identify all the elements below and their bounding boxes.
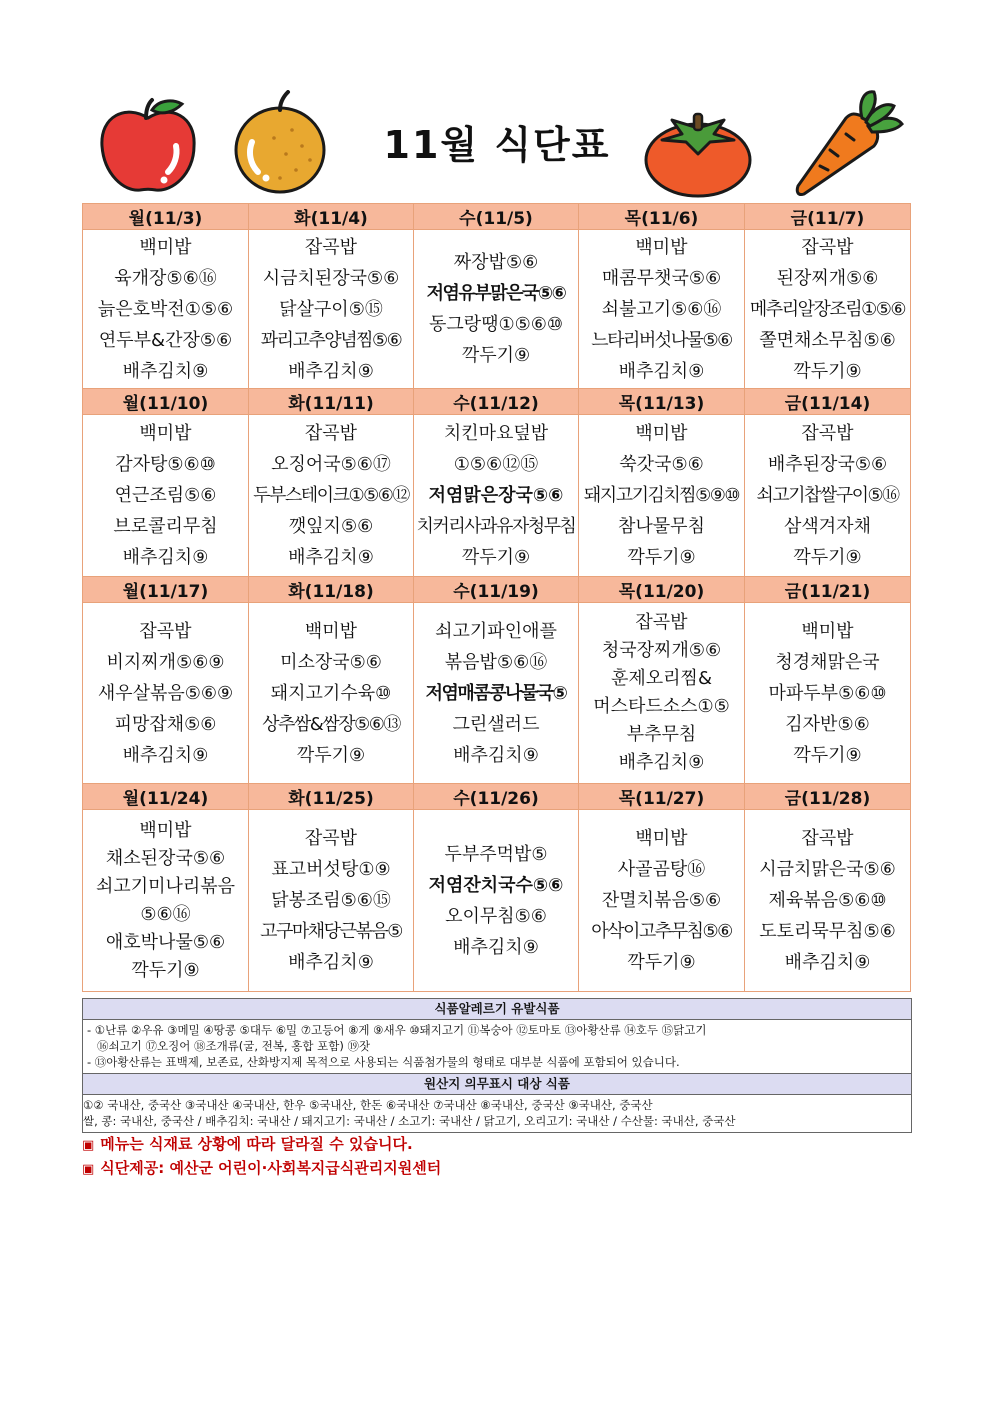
dish-item: 두부스테이크①⑤⑥⑫ xyxy=(253,485,409,506)
week-header-row xyxy=(83,577,911,603)
day-menu-cell xyxy=(83,415,249,577)
dish-item: 시금치맑은국⑤⑥ xyxy=(759,859,896,880)
day-menu-cell xyxy=(745,810,911,992)
day-menu-cell xyxy=(579,415,745,577)
dish-item: 육개장⑤⑥⑯ xyxy=(114,267,217,289)
week-menu-row xyxy=(83,415,911,577)
dish-item: 배추김치⑨ xyxy=(784,952,871,973)
allergy-title: 식품알레르기 유발식품 xyxy=(83,999,911,1020)
dish-item: 닭살구이⑤⑮ xyxy=(279,298,383,320)
dish-item: 메추리알장조림①⑤⑥ xyxy=(749,298,906,320)
dish-item: 돼지고기김치찜⑤⑨⑩ xyxy=(583,485,740,506)
dish-item: 시금치된장국⑤⑥ xyxy=(262,267,400,289)
allergy-origin-box xyxy=(82,998,912,1133)
dish-item: 백미밥 xyxy=(635,236,688,258)
week-header-row xyxy=(83,204,911,230)
dish-item: 깍두기⑨ xyxy=(461,345,531,366)
dish-item: 연두부&간장⑤⑥ xyxy=(98,329,233,351)
dish-item: 백미밥 xyxy=(635,828,688,849)
pear-icon xyxy=(230,90,330,196)
dish-item: 그린샐러드 xyxy=(452,713,540,735)
dish-item: 훈제오리찜& xyxy=(611,668,712,689)
dish-item: 잡곡밥 xyxy=(801,236,854,258)
apple-icon xyxy=(96,96,200,196)
dish-item: 백미밥 xyxy=(139,236,192,258)
dish-item: 애호박나물⑤⑥ xyxy=(105,931,226,953)
dish-item: 치커리사과유자청무침 xyxy=(416,516,576,537)
day-header: 목(11/13) xyxy=(579,389,745,415)
day-menu-cell xyxy=(579,603,745,784)
dish-item: 깍두기⑨ xyxy=(296,744,366,766)
day-menu-cell xyxy=(249,603,414,784)
dish-item: 깍두기⑨ xyxy=(461,547,531,568)
day-menu-cell xyxy=(745,415,911,577)
day-header: 금(11/28) xyxy=(745,784,911,810)
week-header-row xyxy=(83,784,911,810)
dish-item: 깍두기⑨ xyxy=(627,952,696,973)
day-header: 수(11/26) xyxy=(414,784,579,810)
dish-item: ①⑤⑥⑫⑮ xyxy=(453,454,539,475)
week-menu-row xyxy=(83,603,911,784)
dish-item: 깍두기⑨ xyxy=(793,360,862,382)
dish-item: 비지찌개⑤⑥⑨ xyxy=(106,651,225,673)
dish-item: 김자반⑤⑥ xyxy=(785,713,870,735)
dish-item: 삼색겨자채 xyxy=(784,516,871,537)
dish-item: 오징어국⑤⑥⑰ xyxy=(271,454,391,475)
dish-item: 잡곡밥 xyxy=(801,828,854,849)
dish-item: 잡곡밥 xyxy=(139,620,192,642)
dish-item: 깍두기⑨ xyxy=(131,959,200,981)
dish-item: 채소된장국⑤⑥ xyxy=(105,847,226,869)
dish-item: 쇠고기미나리볶음 xyxy=(95,875,236,897)
day-header: 월(11/3) xyxy=(83,204,249,230)
dish-item: 돼지고기수육⑩ xyxy=(270,682,392,704)
day-header: 월(11/24) xyxy=(83,784,249,810)
dish-item: 깻잎지⑤⑥ xyxy=(288,516,374,537)
day-menu-cell xyxy=(249,810,414,992)
dish-item: 피망잡채⑤⑥ xyxy=(114,713,217,735)
dish-item: 도토리묵무침⑤⑥ xyxy=(759,921,896,942)
day-menu-cell xyxy=(83,810,249,992)
page-header xyxy=(82,80,910,198)
dish-item: 배추김치⑨ xyxy=(288,547,374,568)
dish-item: 배추김치⑨ xyxy=(122,360,209,382)
dish-item: 잡곡밥 xyxy=(635,612,688,633)
day-menu-cell xyxy=(579,230,745,389)
dish-item: 백미밥 xyxy=(635,423,688,444)
carrot-icon xyxy=(792,86,908,198)
dish-item: 꽈리고추양념찜⑤⑥ xyxy=(260,329,402,351)
dish-item: 쇠불고기⑤⑥⑯ xyxy=(601,298,722,320)
dish-item: 사골곰탕⑯ xyxy=(617,859,706,880)
persimmon-icon xyxy=(642,108,754,198)
day-header: 화(11/4) xyxy=(249,204,414,230)
day-menu-cell xyxy=(745,230,911,389)
dish-item: 청국장찌개⑤⑥ xyxy=(601,640,722,661)
dish-item: 배추김치⑨ xyxy=(453,936,539,958)
notice-text: 메뉴는 식재료 상황에 따라 달라질 수 있습니다. xyxy=(100,1135,413,1153)
day-header: 수(11/12) xyxy=(414,389,579,415)
dish-item: 느타리버섯나물⑤⑥ xyxy=(591,329,732,351)
origin-line: 쌀, 콩: 국내산, 중국산 / 배추김치: 국내산 / 돼지고기: 국내산 / 소고기: 국내산 / 닭고기, 오리고기: 국내산 / 수산물: 국내산, 중국산 xyxy=(83,1114,736,1128)
dish-item: 늙은호박전①⑤⑥ xyxy=(97,298,234,320)
dish-item: 머스타드소스①⑤ xyxy=(593,696,730,717)
dish-item: 저염유부맑은국⑤⑥ xyxy=(426,283,566,304)
dish-item: 쇠고기찹쌀구이⑤⑯ xyxy=(756,485,899,506)
dish-item: 배추김치⑨ xyxy=(288,952,374,973)
day-menu-cell xyxy=(579,810,745,992)
allergy-line: ⑯쇠고기 ⑰오징어 ⑱조개류(굴, 전복, 홍합 포함) ⑲잣 xyxy=(97,1039,371,1053)
dish-item: 미소장국⑤⑥ xyxy=(280,651,382,673)
dish-item: 청경채맑은국 xyxy=(775,651,880,673)
day-header: 월(11/10) xyxy=(83,389,249,415)
day-menu-cell xyxy=(414,230,579,389)
square-bullet-icon: ▣ xyxy=(82,1138,95,1153)
dish-item: 새우살볶음⑤⑥⑨ xyxy=(97,682,234,704)
dish-item: 상추쌈&쌈장⑤⑥⑬ xyxy=(262,713,400,735)
dish-item: 오이무침⑤⑥ xyxy=(445,905,547,927)
dish-item: 저염잔치국수⑤⑥ xyxy=(428,874,564,896)
dish-item: 잡곡밥 xyxy=(801,423,854,444)
dish-item: 치킨마요덮밥 xyxy=(443,423,549,444)
dish-item: 잡곡밥 xyxy=(304,828,358,849)
dish-item: 고구마채당근볶음⑤ xyxy=(260,921,402,942)
dish-item: 브로콜리무침 xyxy=(113,516,218,537)
dish-item: 아삭이고추무침⑤⑥ xyxy=(591,921,732,942)
dish-item: 잡곡밥 xyxy=(304,423,358,444)
dish-item: 마파두부⑤⑥⑩ xyxy=(768,682,887,704)
dish-item: 부추무침 xyxy=(626,724,697,745)
notices xyxy=(82,1133,910,1181)
dish-item: 짜장밥⑤⑥ xyxy=(453,252,539,273)
dish-item: 쫄면채소무침⑤⑥ xyxy=(759,329,896,351)
notice-item xyxy=(82,1133,910,1157)
dish-item: 백미밥 xyxy=(304,620,358,642)
square-bullet-icon: ▣ xyxy=(82,1162,95,1177)
day-header: 목(11/6) xyxy=(579,204,745,230)
day-menu-cell xyxy=(414,415,579,577)
dish-item: 배추김치⑨ xyxy=(453,744,539,766)
day-header: 금(11/7) xyxy=(745,204,911,230)
dish-item: 제육볶음⑤⑥⑩ xyxy=(768,890,887,911)
dish-item: 쑥갓국⑤⑥ xyxy=(619,454,704,475)
day-menu-cell xyxy=(249,415,414,577)
menu-table xyxy=(82,203,911,992)
day-header: 수(11/5) xyxy=(414,204,579,230)
day-menu-cell xyxy=(249,230,414,389)
dish-item: 백미밥 xyxy=(139,819,192,841)
dish-item: 감자탕⑤⑥⑩ xyxy=(115,454,216,475)
day-header: 금(11/14) xyxy=(745,389,911,415)
dish-item: 참나물무침 xyxy=(618,516,705,537)
notice-item xyxy=(82,1157,910,1181)
dish-item: 잔멸치볶음⑤⑥ xyxy=(601,890,722,911)
dish-item: 잡곡밥 xyxy=(304,236,358,258)
day-header: 화(11/25) xyxy=(249,784,414,810)
page-title: 11월 식단표 xyxy=(383,123,611,167)
dish-item: 깍두기⑨ xyxy=(627,547,696,568)
dish-item: 백미밥 xyxy=(801,620,854,642)
dish-item: 연근조림⑤⑥ xyxy=(114,485,217,506)
day-header: 목(11/27) xyxy=(579,784,745,810)
dish-item: 배추김치⑨ xyxy=(122,547,209,568)
dish-item: 쇠고기파인애플 xyxy=(435,620,557,642)
dish-item: 배추김치⑨ xyxy=(618,360,705,382)
dish-item: 깍두기⑨ xyxy=(793,744,862,766)
day-header: 수(11/19) xyxy=(414,577,579,603)
notice-text: 식단제공: 예산군 어린이·사회복지급식관리지원센터 xyxy=(100,1159,442,1177)
dish-item: 배추김치⑨ xyxy=(618,752,705,773)
dish-item: 배추된장국⑤⑥ xyxy=(767,454,888,475)
dish-item: 매콤무챗국⑤⑥ xyxy=(601,267,722,289)
dish-item: 된장찌개⑤⑥ xyxy=(776,267,879,289)
dish-item: 저염매콤콩나물국⑤ xyxy=(425,682,567,704)
week-menu-row xyxy=(83,230,911,389)
dish-item: 배추김치⑨ xyxy=(122,744,209,766)
week-header-row xyxy=(83,389,911,415)
day-menu-cell xyxy=(414,603,579,784)
dish-item: 닭봉조림⑤⑥⑮ xyxy=(271,890,391,911)
dish-item: 두부주먹밥⑤ xyxy=(444,843,548,865)
allergy-line: - ①난류 ②우유 ③메밀 ④땅콩 ⑤대두 ⑥밀 ⑦고등어 ⑧게 ⑨새우 ⑩돼지고기 ⑪복숭아 ⑫토마토 ⑬아황산류 ⑭호두 ⑮닭고기 xyxy=(87,1023,707,1037)
dish-item: 배추김치⑨ xyxy=(288,360,374,382)
origin-line: ①② 국내산, 중국산 ③국내산 ④국내산, 한우 ⑤국내산, 한돈 ⑥국내산 ⑦국내산 ⑧국내산, 중국산 ⑨국내산, 중국산 xyxy=(83,1098,653,1112)
day-header: 금(11/21) xyxy=(745,577,911,603)
day-menu-cell xyxy=(83,230,249,389)
origin-list xyxy=(83,1095,911,1132)
day-header: 목(11/20) xyxy=(579,577,745,603)
allergy-list xyxy=(83,1020,911,1074)
dish-item: 백미밥 xyxy=(139,423,192,444)
dish-item: 표고버섯탕①⑨ xyxy=(271,859,391,880)
day-header: 화(11/11) xyxy=(249,389,414,415)
day-header: 월(11/17) xyxy=(83,577,249,603)
day-header: 화(11/18) xyxy=(249,577,414,603)
day-menu-cell xyxy=(745,603,911,784)
week-menu-row xyxy=(83,810,911,992)
allergy-line: - ⑬아황산류는 표백제, 보존료, 산화방지제 목적으로 사용되는 식품첨가물의 형태로 대부분 식품에 포함되어 있습니다. xyxy=(87,1055,680,1069)
origin-title: 원산지 의무표시 대상 식품 xyxy=(83,1074,911,1095)
day-menu-cell xyxy=(83,603,249,784)
dish-item: 동그랑땡①⑤⑥⑩ xyxy=(428,314,564,335)
dish-item: ⑤⑥⑯ xyxy=(140,903,191,925)
dish-item: 깍두기⑨ xyxy=(793,547,862,568)
day-menu-cell xyxy=(414,810,579,992)
dish-item: 볶음밥⑤⑥⑯ xyxy=(444,651,548,673)
dish-item: 저염맑은장국⑤⑥ xyxy=(428,485,564,506)
